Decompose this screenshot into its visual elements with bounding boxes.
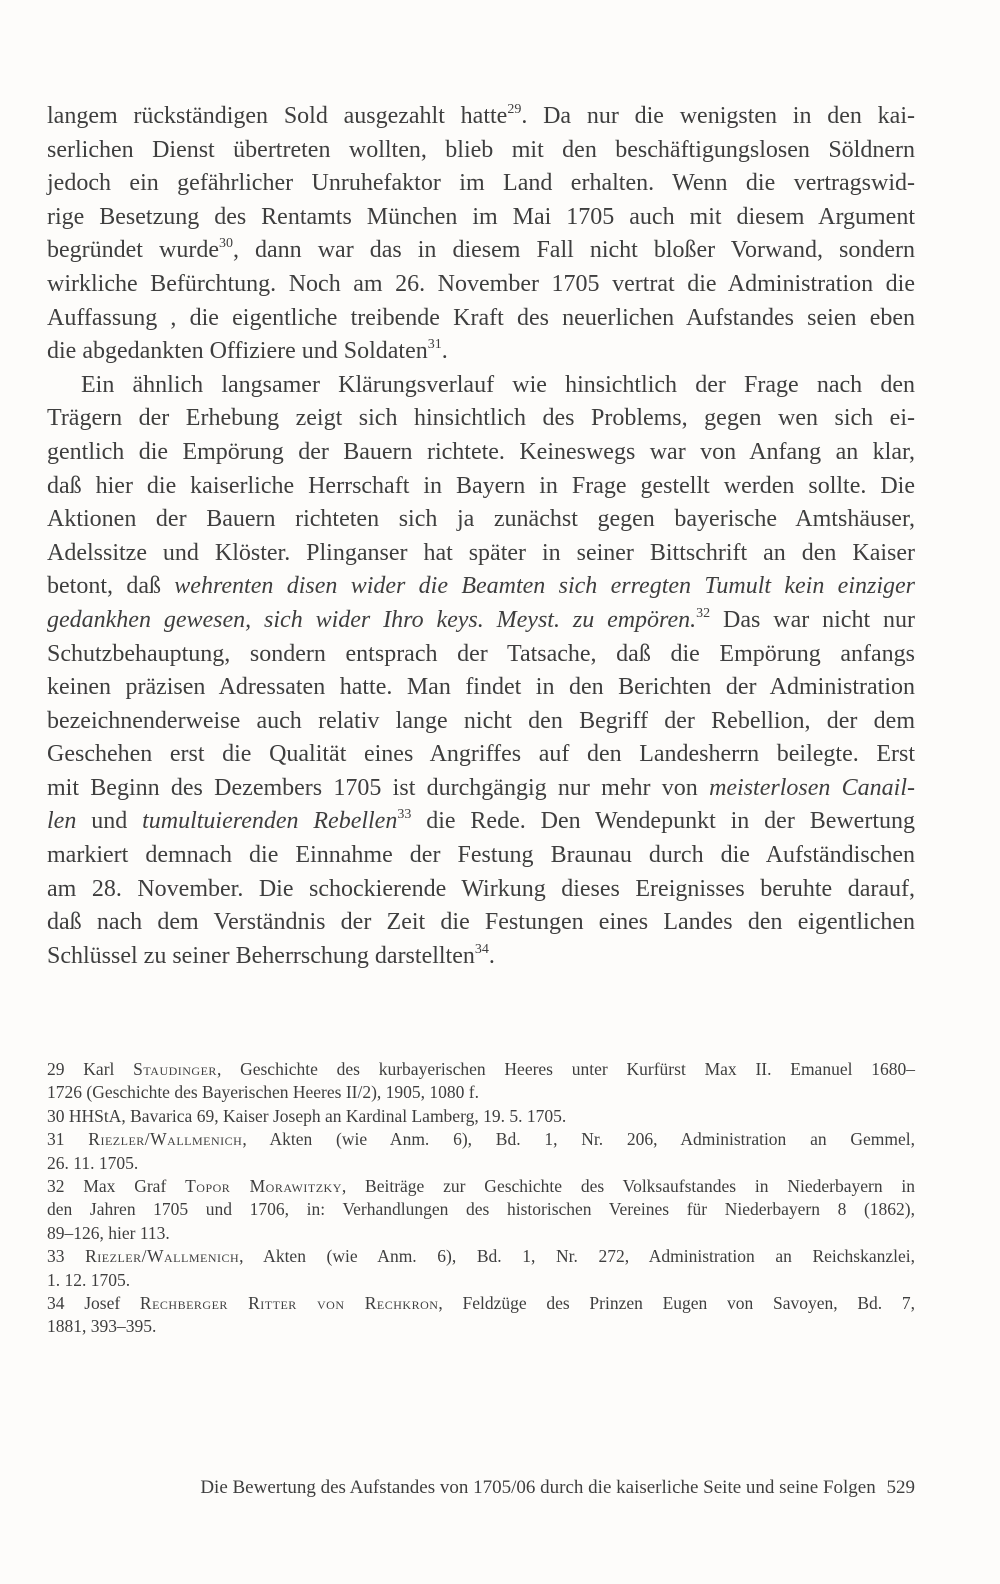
- footnote-32-cont: den Jahren 1705 und 1706, in: Verhandlungen des historischen Vereines für Niederbayern 8 (1862),: [47, 1199, 915, 1220]
- text-line: wirkliche Befürchtung. Noch am 26. November 1705 vertrat die Administration die: [47, 270, 915, 297]
- text-line: Ein ähnlich langsamer Klärungsverlauf wie hinsichtlich der Frage nach den: [81, 371, 915, 398]
- text-line: gedankhen gewesen, sich wider Ihro keys. Meyst. zu empören.$^{32}$ Das war nicht nur: [47, 605, 916, 633]
- text-line: am 28. November. Die schockierende Wirkung dieses Ereignisses beruhte darauf,: [47, 875, 915, 902]
- text-line: betont, daß wehrenten disen wider die Beamten sich erregten Tumult kein einziger: [47, 573, 915, 600]
- quotation-italic: gedankhen gewesen, sich wider Ihro keys. Meyst. zu empören.: [47, 606, 697, 633]
- quotation-italic: wehrenten disen wider die Beamten sich erregten Tumult kein einziger: [174, 573, 915, 600]
- running-footer: [47, 1476, 915, 1500]
- footnote-ref[interactable]: 33: [397, 807, 412, 823]
- footnote-32: 32 Max Graf Topor Morawitzky, Beiträge zur Geschichte des Volksaufstandes in Niederbayern in: [47, 1175, 915, 1196]
- author-name: Riezler/Wallmenich: [85, 1246, 240, 1267]
- footnotes: [47, 1058, 915, 1339]
- text-line: Auffassung , die eigentliche treibende Kraft des neuerlichen Aufstandes seien eben: [47, 304, 915, 331]
- footnote-number: 32: [47, 1175, 65, 1196]
- author-name: Riezler/Wallmenich: [88, 1129, 243, 1150]
- text-line: serlichen Dienst übertreten wollten, blieb mit den beschäftigungslosen Söldnern: [47, 136, 915, 163]
- text-line: markiert demnach die Einnahme der Festung Braunau durch die Aufständischen: [47, 842, 915, 869]
- footnote-33: 33 Riezler/Wallmenich, Akten (wie Anm. 6), Bd. 1, Nr. 272, Administration an Reichskanzlei,: [47, 1246, 916, 1267]
- footnote-ref[interactable]: 31: [427, 337, 442, 353]
- quotation-italic: len: [47, 808, 77, 835]
- text-line: keinen präzisen Adressaten hatte. Man findet in den Berichten der Administration: [47, 674, 915, 701]
- author-name: Topor Morawitzky: [185, 1175, 342, 1196]
- footnote-number: 30: [47, 1105, 65, 1126]
- author-name: Staudinger: [133, 1059, 217, 1079]
- footnote-33-cont: 1. 12. 1705.: [47, 1269, 131, 1290]
- footnote-ref[interactable]: 34: [474, 941, 489, 957]
- text-line: langem rückständigen Sold ausgezahlt hatte$^{29}$. Da nur die wenigsten in den kai-: [47, 102, 915, 129]
- quotation-italic: tumultuierenden Rebellen: [142, 808, 398, 835]
- footnote-34: 34 Josef Rechberger Ritter von Rechkron, Feldzüge des Prinzen Eugen von Savoyen, Bd. 7,: [47, 1292, 915, 1313]
- footnote-32-cont: 89–126, hier 113.: [47, 1222, 170, 1243]
- footnote-30: 30 HHStA, Bavarica 69, Kaiser Joseph an Kardinal Lamberg, 19. 5. 1705.: [47, 1105, 567, 1126]
- text-line: bezeichnenderweise auch relativ lange nicht den Begriff der Rebellion, der dem: [47, 707, 915, 734]
- footnote-31-cont: 26. 11. 1705.: [47, 1152, 139, 1173]
- text-line: mit Beginn des Dezembers 1705 ist durchgängig nur mehr von meisterlosen Canail-: [47, 774, 915, 801]
- text-line: daß hier die kaiserliche Herrschaft in Bayern in Frage gestellt werden sollte. Die: [47, 472, 915, 499]
- footnote-29-cont: 1726 (Geschichte des Bayerischen Heeres II/2), 1905, 1080 f.: [47, 1082, 480, 1103]
- text-line: Schutzbehauptung, sondern entsprach der Tatsache, daß die Empörung anfangs: [47, 640, 915, 667]
- footnote-number: 29: [47, 1059, 65, 1079]
- footnote-ref[interactable]: 32: [696, 605, 711, 621]
- text-line: jedoch ein gefährlicher Unruhefaktor im Land erhalten. Wenn die vertragswid-: [47, 170, 915, 197]
- footnote-29: 29 Karl Staudinger, Geschichte des kurbayerischen Heeres unter Kurfürst Max II. Emanuel 1680–: [47, 1059, 915, 1079]
- text-line: Trägern der Erhebung zeigt sich hinsichtlich des Problems, gegen wen sich ei-: [47, 405, 915, 432]
- footnote-number: 34: [47, 1292, 65, 1313]
- text-line: Aktionen der Bauern richteten sich ja zunächst gegen bayerische Amtshäuser,: [47, 506, 915, 533]
- footnote-ref[interactable]: 29: [507, 102, 522, 117]
- text-line: Adelssitze und Klöster. Plinganser hat später in seiner Bittschrift an den Kaiser: [47, 539, 915, 566]
- text-line: gentlich die Empörung der Bauern richtete. Keineswegs war von Anfang an klar,: [47, 438, 915, 465]
- running-title: Die Bewertung des Aufstandes von 1705/06 durch die kaiserliche Seite und seine Folgen: [200, 1477, 876, 1498]
- footnote-number: 31: [47, 1129, 65, 1150]
- footnote-34-cont: 1881, 393–395.: [47, 1316, 157, 1337]
- main-text: [47, 100, 915, 973]
- quotation-italic: meisterlosen Canail-: [709, 774, 915, 801]
- text-line: Geschehen erst die Qualität eines Angriffes auf den Landesherrn beilegte. Erst: [47, 741, 915, 768]
- text-line: daß nach dem Verständnis der Zeit die Festungen eines Landes den eigentlichen: [47, 909, 915, 936]
- page-number: 529: [886, 1477, 915, 1498]
- text-line: len und tumultuierenden Rebellen$^{33}$ die Rede. Den Wendepunkt in der Bewertung: [47, 807, 915, 835]
- text-line: Schlüssel zu seiner Beherrschung darstellten$^{34}$.: [47, 941, 495, 969]
- footnote-number: 33: [47, 1246, 65, 1267]
- author-name: Rechberger Ritter von Rechkron: [139, 1292, 439, 1313]
- text-line: begründet wurde$^{30}$, dann war das in diesem Fall nicht bloßer Vorwand, sondern: [47, 236, 915, 264]
- footnote-31: 31 Riezler/Wallmenich, Akten (wie Anm. 6), Bd. 1, Nr. 206, Administration an Gemmel,: [47, 1129, 915, 1150]
- footnote-ref[interactable]: 30: [218, 236, 233, 252]
- text-line: rige Besetzung des Rentamts München im Mai 1705 auch mit diesem Argument: [47, 203, 915, 230]
- text-line: die abgedankten Offiziere und Soldaten$^{31}$.: [47, 337, 448, 365]
